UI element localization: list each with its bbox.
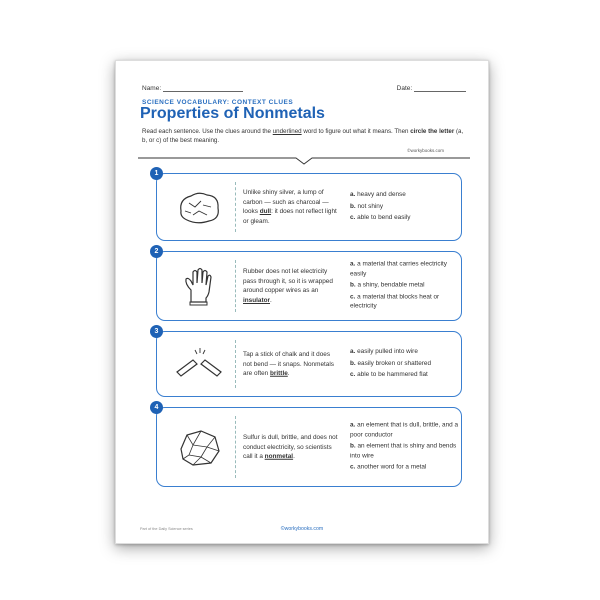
footer-link[interactable]: ©workybooks.com bbox=[280, 526, 324, 532]
option-b[interactable]: b. a shiny, bendable metal bbox=[350, 281, 425, 289]
kicker: SCIENCE VOCABULARY: CONTEXT CLUES bbox=[142, 99, 294, 106]
answer-options bbox=[350, 190, 460, 225]
option-a[interactable]: a. heavy and dense bbox=[350, 190, 406, 198]
option-c[interactable]: c. able to be hammered flat bbox=[350, 370, 428, 378]
page-title: Properties of Nonmetals bbox=[140, 105, 325, 122]
name-field[interactable] bbox=[142, 85, 243, 92]
footer-series: Part of the Daily Science series bbox=[140, 527, 193, 531]
option-a[interactable]: a. easily pulled into wire bbox=[350, 347, 418, 355]
option-b[interactable]: b. not shiny bbox=[350, 202, 384, 210]
question-sentence: Unlike shiny silver, a lump of carbon — such as charcoal — looks dull: it does not reflect light or gleam. bbox=[243, 189, 337, 225]
option-c[interactable]: c. able to bend easily bbox=[350, 213, 411, 221]
question-card-3 bbox=[154, 328, 462, 397]
question-number: 1 bbox=[150, 167, 163, 180]
question-number: 4 bbox=[150, 401, 163, 414]
name-label: Name: bbox=[142, 85, 162, 92]
question-sentence: Sulfur is dull, brittle, and does not conduct electricity, so scientists call it a nonmetal. bbox=[243, 433, 338, 460]
option-c[interactable]: c. a material that blocks heat or electricity bbox=[350, 292, 440, 310]
option-a[interactable]: a. a material that carries electricity easily bbox=[350, 260, 447, 277]
instructions: Read each sentence. Use the clues around the underlined word to figure out what it means. Then circle the letter (a, b, or c) of the best meaning. bbox=[142, 128, 464, 144]
worksheet-page bbox=[115, 60, 489, 544]
question-sentence: Tap a stick of chalk and it does not bend — it snaps. Nonmetals are often brittle. bbox=[243, 350, 334, 377]
date-field[interactable] bbox=[397, 85, 466, 92]
question-sentence: Rubber does not let electricity pass through it, so it is wrapped around copper wires as an insulator. bbox=[243, 268, 333, 304]
question-number: 3 bbox=[150, 325, 163, 338]
question-card-4 bbox=[154, 404, 462, 487]
question-number: 2 bbox=[150, 245, 163, 258]
answer-options bbox=[350, 259, 460, 313]
answer-options bbox=[350, 420, 460, 474]
option-b[interactable]: b. easily broken or shattered bbox=[350, 359, 432, 367]
option-c[interactable]: c. another word for a metal bbox=[350, 463, 427, 471]
credit: ©workybooks.com bbox=[407, 148, 444, 153]
question-card-2 bbox=[154, 248, 462, 321]
sulfur-crystal-icon bbox=[171, 425, 227, 469]
rock-lump-icon bbox=[171, 185, 227, 229]
date-label: Date: bbox=[396, 85, 413, 92]
section-divider bbox=[138, 155, 470, 165]
option-a[interactable]: a. an element that is dull, brittle, and a poor conductor bbox=[350, 421, 459, 438]
option-b[interactable]: b. an element that is shiny and bends into wire bbox=[350, 442, 457, 459]
rubber-glove-icon bbox=[171, 264, 227, 308]
answer-options bbox=[350, 347, 460, 382]
question-card-1 bbox=[154, 170, 462, 241]
broken-chalk-icon bbox=[171, 342, 227, 386]
